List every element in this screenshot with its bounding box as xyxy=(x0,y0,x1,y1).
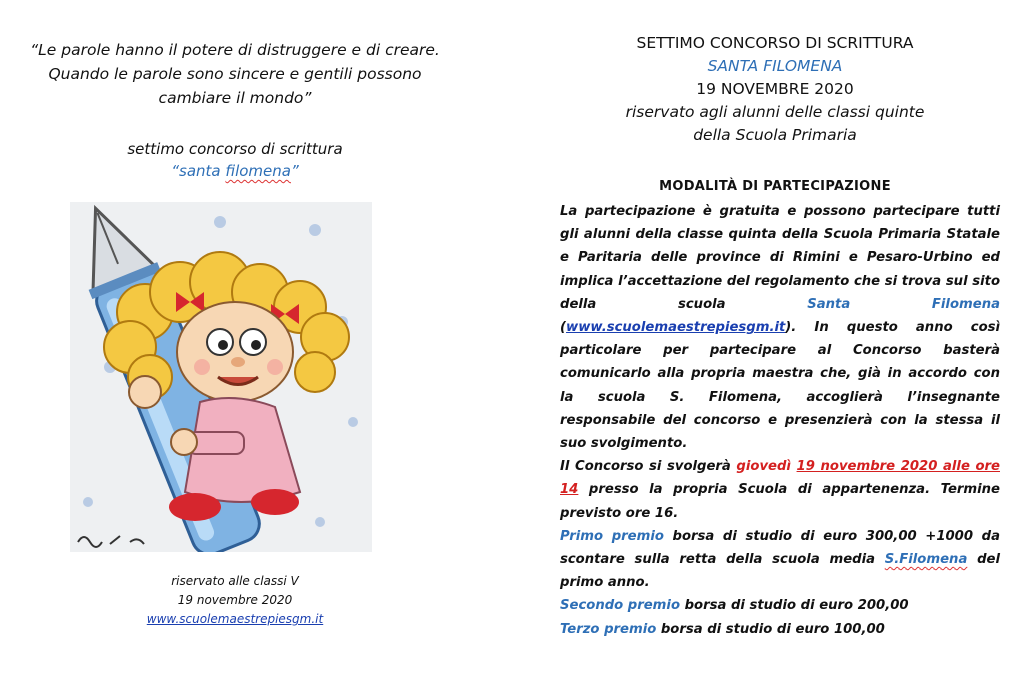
para2-text-b: presso la propria Scuola di appartenenza. Termine previsto ore 16. xyxy=(560,482,1000,521)
subtitle-line-1: settimo concorso di scrittura xyxy=(127,140,343,158)
prize-first xyxy=(560,525,1000,595)
quote-line-3: cambiare il mondo” xyxy=(158,89,312,107)
footer-link[interactable]: www.scuolemaestrepiesgm.it xyxy=(146,612,324,626)
quote xyxy=(0,38,470,110)
quote-line-2: Quando le parole sono sincere e gentili possono xyxy=(48,65,422,83)
para1-text-b: ( xyxy=(560,320,567,336)
contest-subtitle xyxy=(0,138,470,182)
subtitle-word: filomena xyxy=(225,162,291,180)
para2-text-a: Il Concorso si svolgerà xyxy=(560,459,737,475)
prize-third-label: Terzo premio xyxy=(560,621,657,637)
prize-first-label: Primo premio xyxy=(560,528,664,544)
subtitle-suffix: ” xyxy=(290,162,299,180)
para1-link[interactable]: www.scuolemaestrepiesgm.it xyxy=(566,320,786,336)
left-page xyxy=(0,0,470,696)
prize-second-text: borsa di studio di euro 200,00 xyxy=(680,598,909,614)
contest-header xyxy=(540,32,1010,147)
header-line-4: riservato agli alunni delle classi quinte xyxy=(625,103,925,121)
prize-first-text-b: del primo anno. xyxy=(560,552,1000,591)
right-page xyxy=(540,0,1010,696)
rules-body xyxy=(560,200,1000,641)
mascot-illustration xyxy=(70,202,372,552)
subtitle-line-2 xyxy=(0,160,470,182)
section-title: MODALITÀ DI PARTECIPAZIONE xyxy=(659,179,891,194)
header-line-2: SANTA FILOMENA xyxy=(707,57,843,75)
quote-line-1: “Le parole hanno il potere di distruggere e di creare. xyxy=(30,41,440,59)
para2-date: 19 novembre 2020 alle ore 14 xyxy=(560,459,1000,498)
header-line-3: 19 NOVEMBRE 2020 xyxy=(696,80,854,98)
prize-third-text: borsa di studio di euro 100,00 xyxy=(656,621,885,637)
para2-day: giovedì xyxy=(736,459,797,475)
prize-second-label: Secondo premio xyxy=(560,598,681,614)
prize-third xyxy=(560,618,1000,641)
para1-school: Santa Filomena xyxy=(807,296,1000,312)
footer-classes: riservato alle classi V xyxy=(171,574,299,588)
subtitle-prefix: “santa xyxy=(171,162,226,180)
prize-second xyxy=(560,594,1000,617)
para1-text-a: La partecipazione è gratuita e possono partecipare tutti gli alunni della classe quinta della Scuola Primaria Statale e Paritaria delle province di Rimini e Pesaro-Urbino ed implica l’accettazione del regolamento che si trova sul sito della scuola xyxy=(560,204,1000,312)
para1-text-c: ). In questo anno così particolare per partecipare al Concorso basterà comunicarlo alla propria maestra che, già in accordo con la scuola S. Filomena, accoglierà l’insegnante responsabile del concorso e presenzierà con la stessa il suo svolgimento. xyxy=(560,320,1000,452)
header-line-5: della Scuola Primaria xyxy=(693,126,857,144)
prize-first-school: S.Filomena xyxy=(884,552,968,568)
girl-with-pen-icon xyxy=(70,202,372,552)
prize-first-text-a: borsa di studio di euro 300,00 +1000 da scontare sulla retta della scuola media xyxy=(560,528,1000,568)
paragraph-schedule xyxy=(560,455,1000,525)
left-footer xyxy=(0,572,470,629)
paragraph-participation xyxy=(560,200,1000,455)
header-line-1: SETTIMO CONCORSO DI SCRITTURA xyxy=(636,34,914,52)
footer-date: 19 novembre 2020 xyxy=(177,593,293,607)
